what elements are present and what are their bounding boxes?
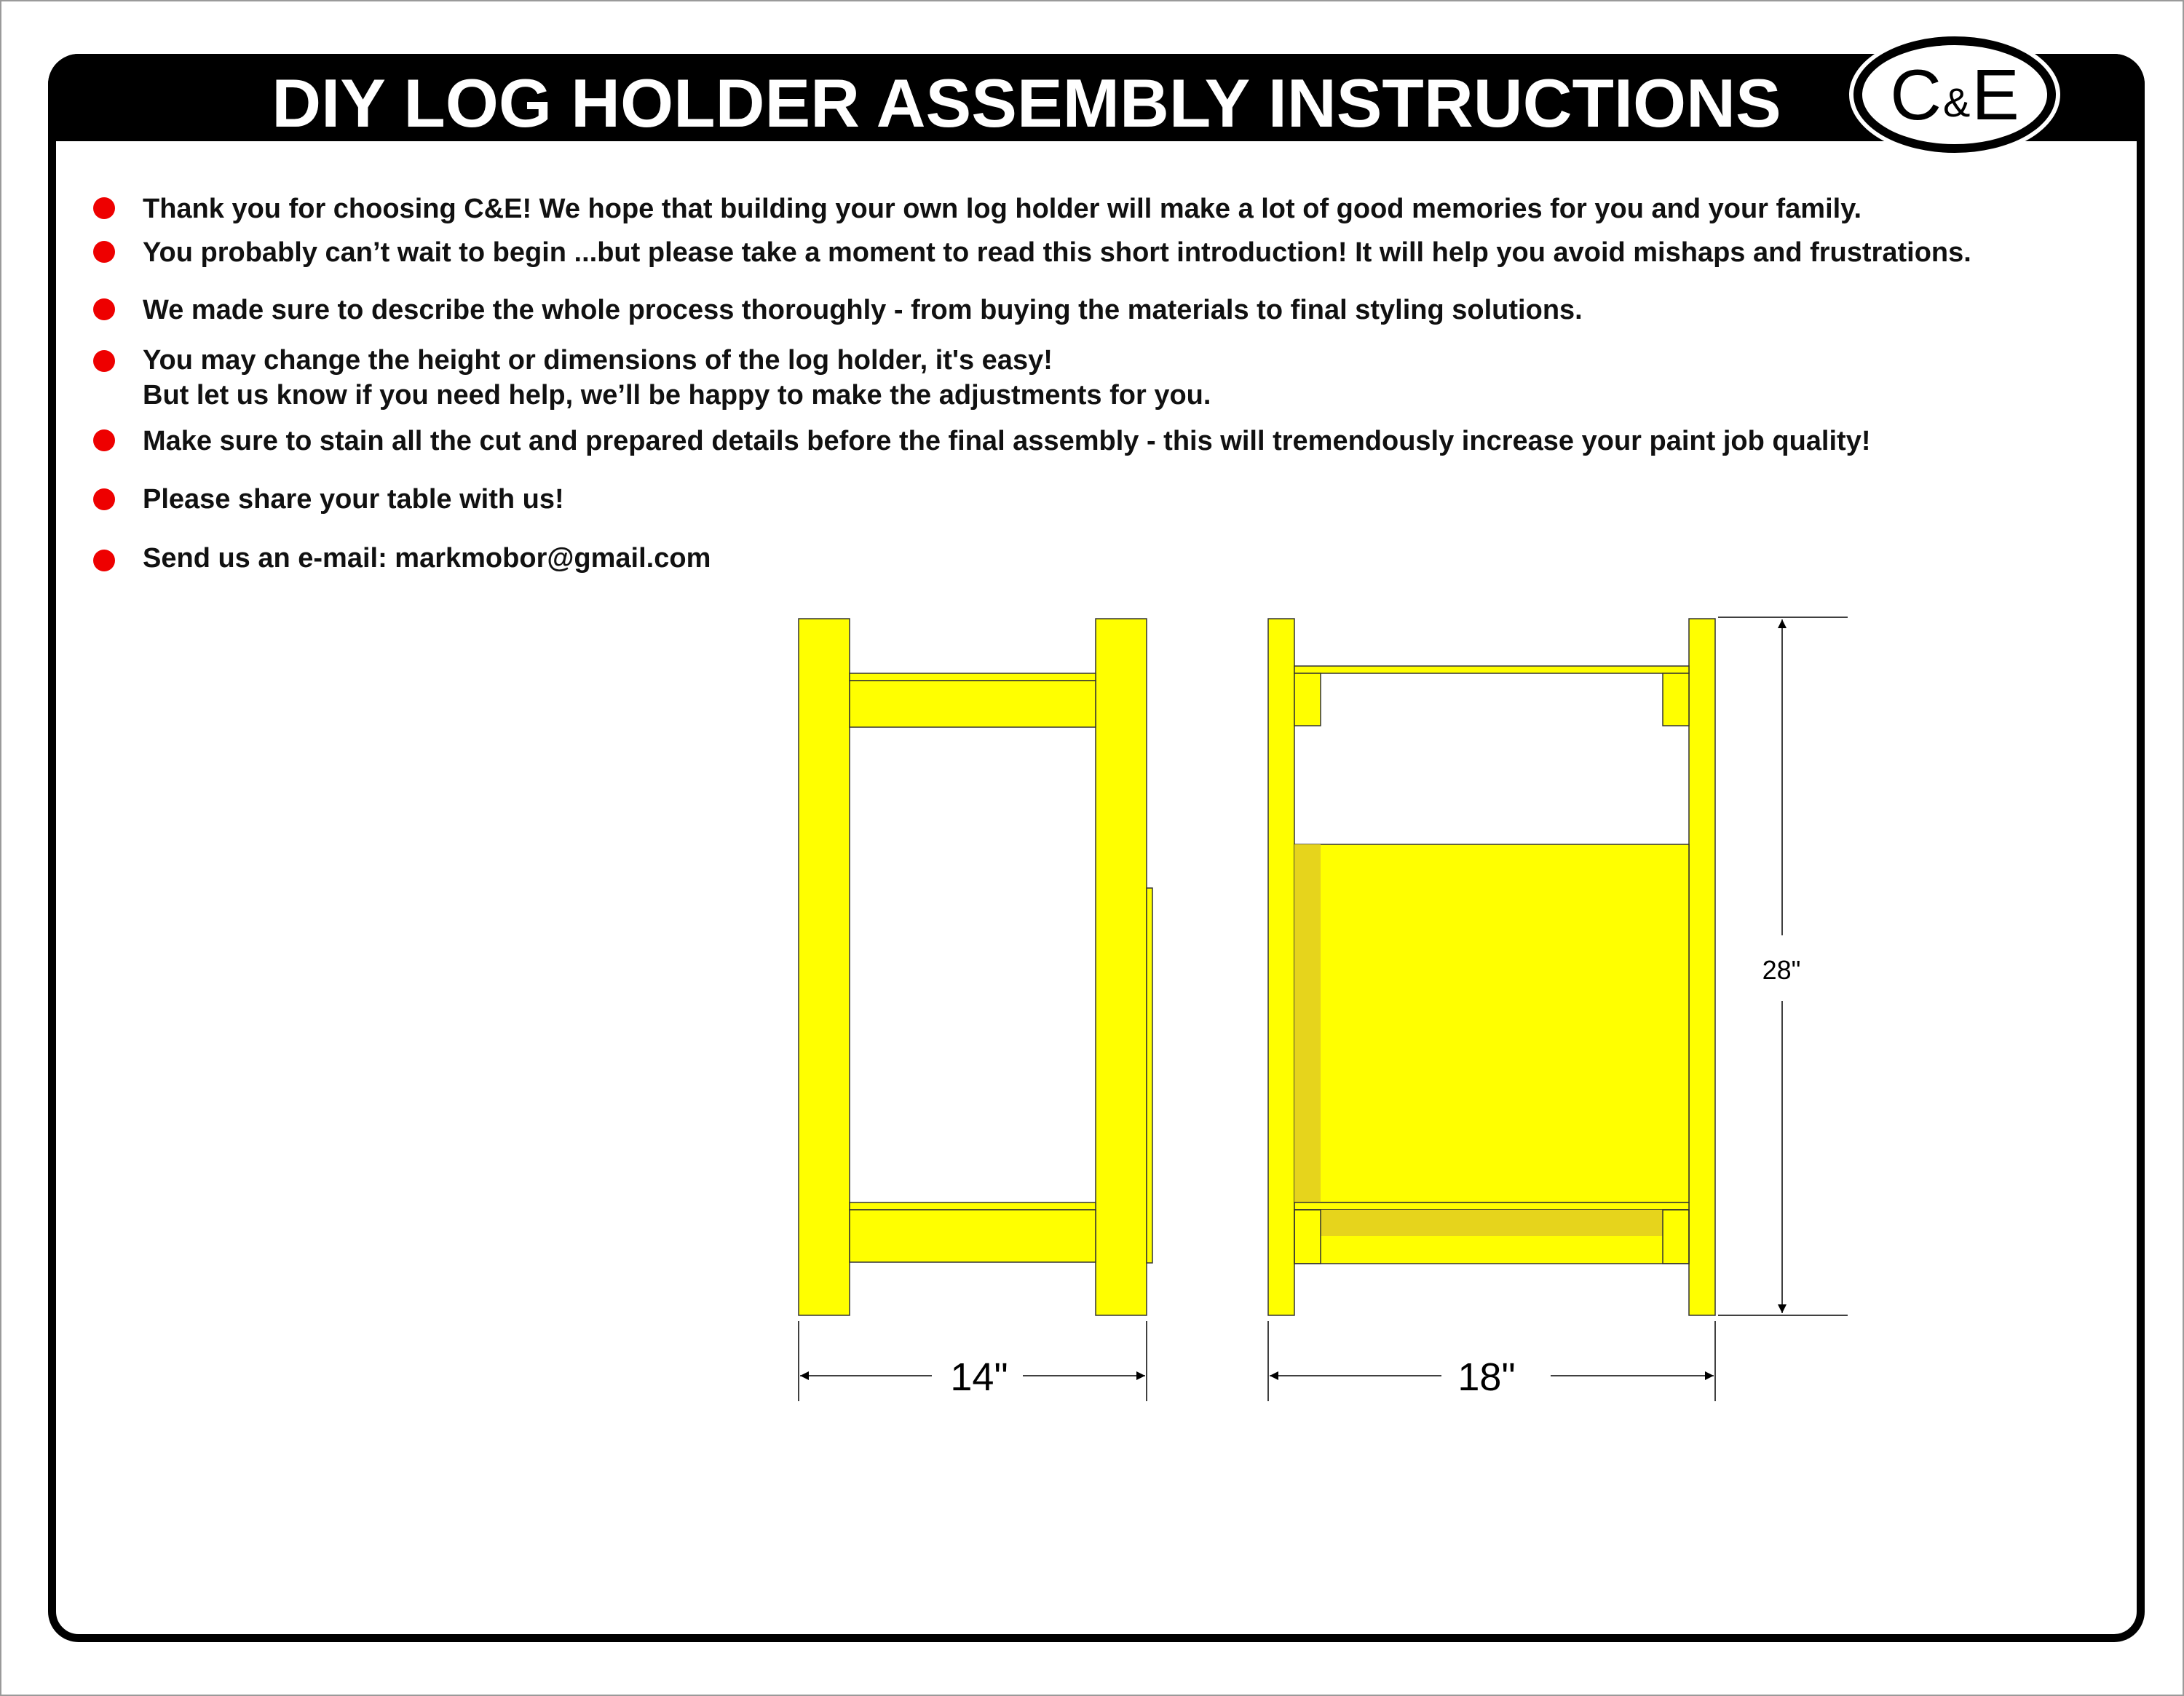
front-right-leg [1689,619,1715,1315]
side-front-leg [799,619,850,1315]
side-back-leg [1096,619,1147,1315]
front-bottom-rail-lip [1294,1202,1689,1210]
front-top-block-right [1663,673,1689,726]
intro-read-first: You probably can’t wait to begin ...but please take a moment to read this short introduction! It will help you avoid mishaps and frustrations. [143,237,1971,268]
intro-dimensions: You may change the height or dimensions of the log holder, it's easy! [143,345,1053,376]
side-bottom-rail-lip [850,1202,1096,1210]
dim-depth-label: 14" [950,1355,1008,1399]
dim-width-label: 18" [1457,1355,1516,1399]
logo-letter-e: E [1971,55,2019,135]
page-title: DIY LOG HOLDER ASSEMBLY INSTRUCTIONS [272,65,1781,141]
intro-email: Send us an e-mail: markmobor@gmail.com [143,543,711,574]
front-top-block-left [1294,673,1321,726]
side-bottom-rail [850,1210,1096,1262]
intro-share: Please share your table with us! [143,484,564,515]
front-top-rail [1294,666,1689,673]
intro-stain: Make sure to stain all the cut and prepared details before the final assembly - this will tremendously increase your paint job quality! [143,426,1871,456]
intro-thanks: Thank you for choosing C&E! We hope that building your own log holder will make a lot of good memories for you and your family. [143,194,1862,224]
front-left-leg [1268,619,1294,1315]
front-view [1268,619,1715,1315]
side-top-rail [850,681,1096,727]
side-top-rail-lip [850,673,1096,681]
intro-help: But let us know if you need help, we’ll be happy to make the adjustments for you. [143,380,1211,411]
front-panel-shadow [1294,844,1321,1202]
side-back-panel-edge [1147,888,1152,1263]
logo-ampersand: & [1943,79,1971,125]
front-bottom-shadow [1321,1210,1663,1236]
side-view [799,619,1152,1315]
front-panel [1294,844,1689,1202]
intro-process: We made sure to describe the whole process thoroughly - from buying the materials to final styling solutions. [143,295,1583,325]
logo-letter-c: C [1890,55,1942,135]
dim-height-label: 28" [1762,955,1801,985]
